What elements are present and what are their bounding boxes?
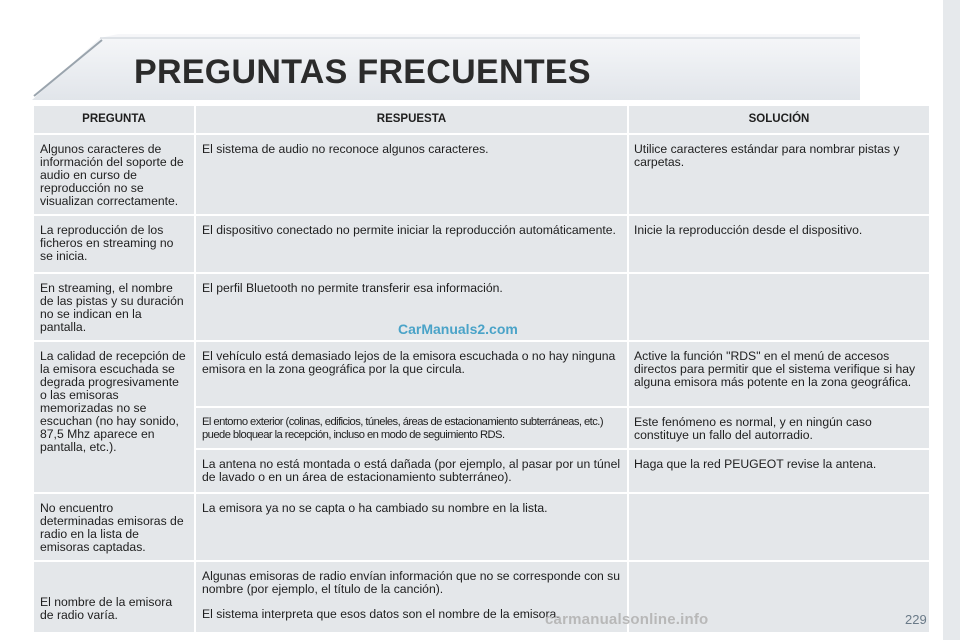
solution-cell: Este fenómeno es normal, y en ningún caso constituye un fallo del autorradio. [628,407,930,449]
question-cell: Algunos caracteres de información del soporte de audio en curso de reproducción no se visualizan correctamente. [33,134,195,215]
question-cell: La reproducción de los ficheros en streaming no se inicia. [33,215,195,273]
table-header-row [33,105,930,134]
solution-cell [628,273,930,341]
page-number: 229 [905,612,927,627]
header-solution: SOLUCIÓN [628,105,930,134]
header-answer: RESPUESTA [195,105,628,134]
solution-cell: Inicie la reproducción desde el dispositivo. [628,215,930,273]
solution-cell: Haga que la red PEUGEOT revise la antena. [628,449,930,493]
table-row [33,134,930,215]
question-cell: La calidad de recepción de la emisora escuchada se degrada progresivamente o las emisoras memorizadas no se escuchan (no hay sonido, 87,5 Mhz aparece en pantalla, etc.). [33,341,195,493]
solution-cell: Utilice caracteres estándar para nombrar pistas y carpetas. [628,134,930,215]
question-cell: En streaming, el nombre de las pistas y su duración no se indican en la pantalla. [33,273,195,341]
header-question: PREGUNTA [33,105,195,134]
answer-text: El sistema interpreta que esos datos son el nombre de la emisora. [202,607,560,621]
answer-text: Algunas emisoras de radio envían información que no se corresponde con su nombre (por ejemplo, el título de la canción). [202,569,621,596]
answer-cell: La antena no está montada o está dañada (por ejemplo, al pasar por un túnel de lavado o en un área de estacionamiento subterráneo). [195,449,628,493]
answer-cell: El perfil Bluetooth no permite transferir esa información. [195,273,628,341]
answer-cell: El sistema de audio no reconoce algunos caracteres. [195,134,628,215]
solution-cell [628,493,930,561]
page-title: PREGUNTAS FRECUENTES [134,53,591,91]
answer-cell: La emisora ya no se capta o ha cambiado su nombre en la lista. [195,493,628,561]
question-cell: No encuentro determinadas emisoras de radio en la lista de emisoras captadas. [33,493,195,561]
answer-cell: El entorno exterior (colinas, edificios, túneles, áreas de estacionamiento subterráneas, etc.) puede bloquear la recepción, incluso en modo de seguimiento RDS. [195,407,628,449]
table-row [33,493,930,561]
table-row [33,215,930,273]
side-strip [943,0,960,640]
question-cell: El nombre de la emisora de radio varía. [33,561,195,633]
faq-table [32,104,931,634]
watermark: CarManuals2.com [398,321,518,337]
answer-cell: El dispositivo conectado no permite iniciar la reproducción automáticamente. [195,215,628,273]
footer-watermark: carmanualsonline.info [545,611,709,628]
solution-cell: Active la función "RDS" en el menú de accesos directos para permitir que el sistema verifique si hay alguna emisora más potente en la zona geográfica. [628,341,930,407]
table-row [33,341,930,407]
table-row [33,561,930,633]
answer-cell: El vehículo está demasiado lejos de la emisora escuchada o no hay ninguna emisora en la zona geográfica por la que circula. [195,341,628,407]
